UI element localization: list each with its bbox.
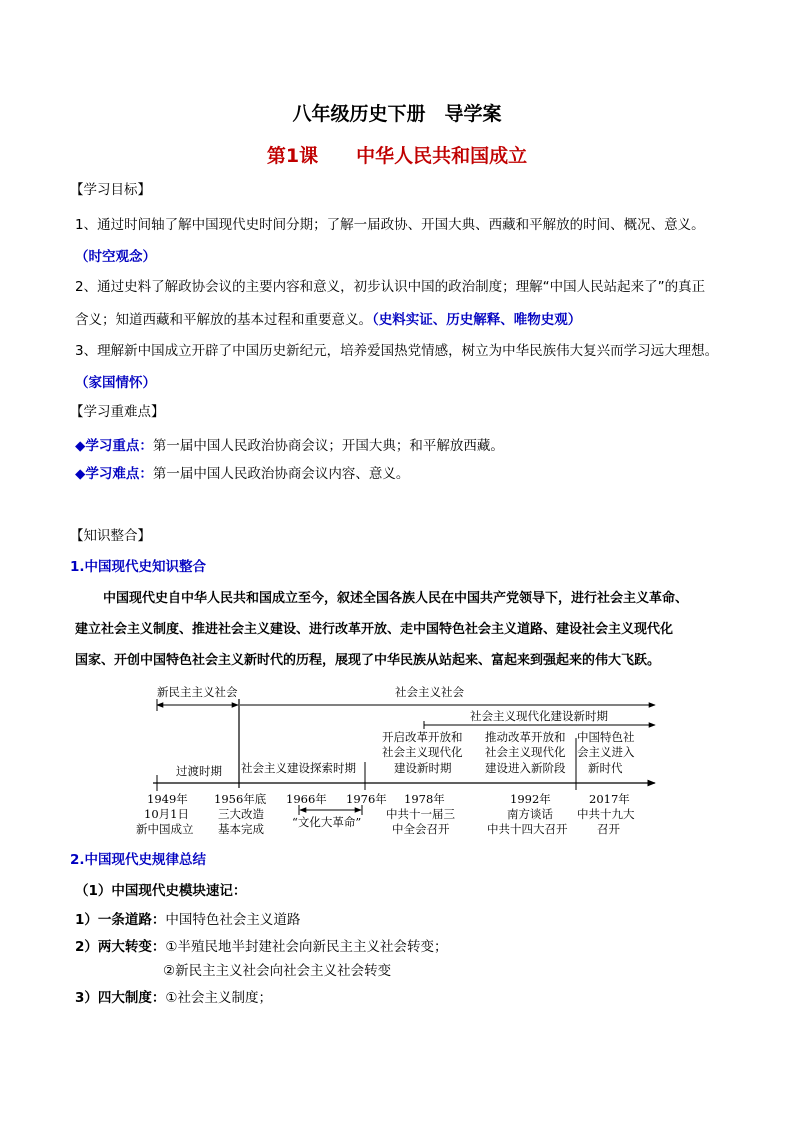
objective-2-tag: （史料实证、历史解释、唯物史观） <box>372 312 582 328</box>
rule-2-label: 2）两大转变： <box>75 939 166 955</box>
transition-period-label: 过渡时期 <box>176 764 222 778</box>
objective-3: 3、理解新中国成立开辟了中国历史新纪元，培养爱国热党情感，树立为中华民族伟大复兴而学习远大理想。 <box>75 343 719 359</box>
event-1992-text1: 南方谈话 <box>507 807 553 821</box>
rule-3-row <box>75 988 272 1008</box>
objective-1: 1、通过时间轴了解中国现代史时间分期；了解一届政协、开国大典、西藏和平解放的时间、概况、意义。 <box>75 217 705 233</box>
event-1956-text1: 三大改造 <box>218 807 264 821</box>
rule-1-text: 中国特色社会主义道路 <box>165 912 301 928</box>
push-stage-line3: 建设进入新阶段 <box>485 761 566 775</box>
new-era-line2: 会主义进入 <box>577 745 635 759</box>
push-stage-line1: 推动改革开放和 <box>485 730 566 744</box>
event-1978-year: 1978年 <box>404 792 445 806</box>
new-era-line1: 中国特色社 <box>577 730 635 744</box>
event-1978-text2: 中全会召开 <box>392 822 450 836</box>
objectives-heading: 【学习目标】 <box>70 182 151 198</box>
intro-paragraph-line3: 国家、开创中国特色社会主义新时代的历程，展现了中华民族从站起来、富起来到强起来的伟大飞跃。 <box>75 653 661 668</box>
difficulty-label: 学习难点： <box>85 466 153 482</box>
rule-2-row <box>75 937 448 957</box>
intro-paragraph-line1: 中国现代史自中华人民共和国成立至今，叙述全国各族人民在中国共产党领导下，进行社会主义革命、 <box>103 591 689 606</box>
rule-2-text2: ②新民主主义社会向社会主义社会转变 <box>163 963 392 979</box>
objective-3-tag: （家国情怀） <box>75 375 156 391</box>
reform-stage-line2: 社会主义现代化 <box>382 745 463 759</box>
knowledge-heading: 【知识整合】 <box>70 528 151 544</box>
key-point-text: 第一届中国人民政治协商会议；开国大典；和平解放西藏。 <box>152 438 504 454</box>
rule-3-text: ①社会主义制度； <box>165 990 273 1006</box>
event-1949-year: 1949年 <box>147 792 188 806</box>
objective-2-text: 含义；知道西藏和平解放的基本过程和重要意义。 <box>75 312 372 328</box>
event-1978-text1: 中共十一届三 <box>386 807 455 821</box>
modern-period-label: 社会主义现代化建设新时期 <box>470 709 608 723</box>
reform-stage-line3: 建设新时期 <box>394 761 452 775</box>
event-2017-text1: 中共十九大 <box>577 807 635 821</box>
diamond-bullet-icon: ◆ <box>75 466 86 482</box>
era-new-democratic-label: 新民主主义社会 <box>157 685 238 699</box>
key-point-label: 学习重点： <box>85 438 153 454</box>
diamond-bullet-icon: ◆ <box>75 438 86 454</box>
exploration-period-label: 社会主义建设探索时期 <box>241 761 356 775</box>
push-stage-line2: 社会主义现代化 <box>485 745 566 759</box>
cultural-revolution-label: “文化大革命” <box>292 815 362 829</box>
event-1992-text2: 中共十四大召开 <box>487 822 568 836</box>
event-2017-text2: 召开 <box>597 822 620 836</box>
event-1956-year: 1956年底 <box>214 792 267 806</box>
event-1956-text2: 基本完成 <box>218 822 264 836</box>
rule-3-label: 3）四大制度： <box>75 990 166 1006</box>
event-1949-text: 新中国成立 <box>136 822 194 836</box>
rule-1-label: 1）一条道路： <box>75 912 166 928</box>
reform-stage-line1: 开启改革开放和 <box>382 730 463 744</box>
event-1976-year: 1976年 <box>346 792 387 806</box>
objective-1-tag: （时空观念） <box>75 249 156 265</box>
event-1992-year: 1992年 <box>510 792 551 806</box>
page-title: 八年级历史下册 导学案 <box>292 103 502 125</box>
rule-2-text1: ①半殖民地半封建社会向新民主主义社会转变； <box>165 939 448 955</box>
keypoints-heading: 【学习重难点】 <box>70 404 165 420</box>
rule-1-row <box>75 910 300 930</box>
intro-paragraph-line2: 建立社会主义制度、推进社会主义建设、进行改革开放、走中国特色社会主义道路、建设社会主义现代化 <box>75 622 674 637</box>
section-2-title: 2.中国现代史规律总结 <box>70 852 207 868</box>
difficulty-text: 第一届中国人民政治协商会议内容、意义。 <box>152 466 410 482</box>
event-2017-year: 2017年 <box>589 792 630 806</box>
era-socialist-label: 社会主义社会 <box>395 685 464 699</box>
event-1949-date: 10月1日 <box>144 807 189 821</box>
subsection-1-title: （1）中国现代史模块速记： <box>75 883 247 899</box>
event-1966-year: 1966年 <box>286 792 327 806</box>
section-1-title: 1.中国现代史知识整合 <box>70 559 207 575</box>
new-era-line3: 新时代 <box>588 761 623 775</box>
lesson-title: 第1课 中华人民共和国成立 <box>266 145 528 167</box>
objective-2-line1: 2、通过史料了解政协会议的主要内容和意义，初步认识中国的政治制度；理解“中国人民站起来了”的真正 <box>75 279 706 295</box>
